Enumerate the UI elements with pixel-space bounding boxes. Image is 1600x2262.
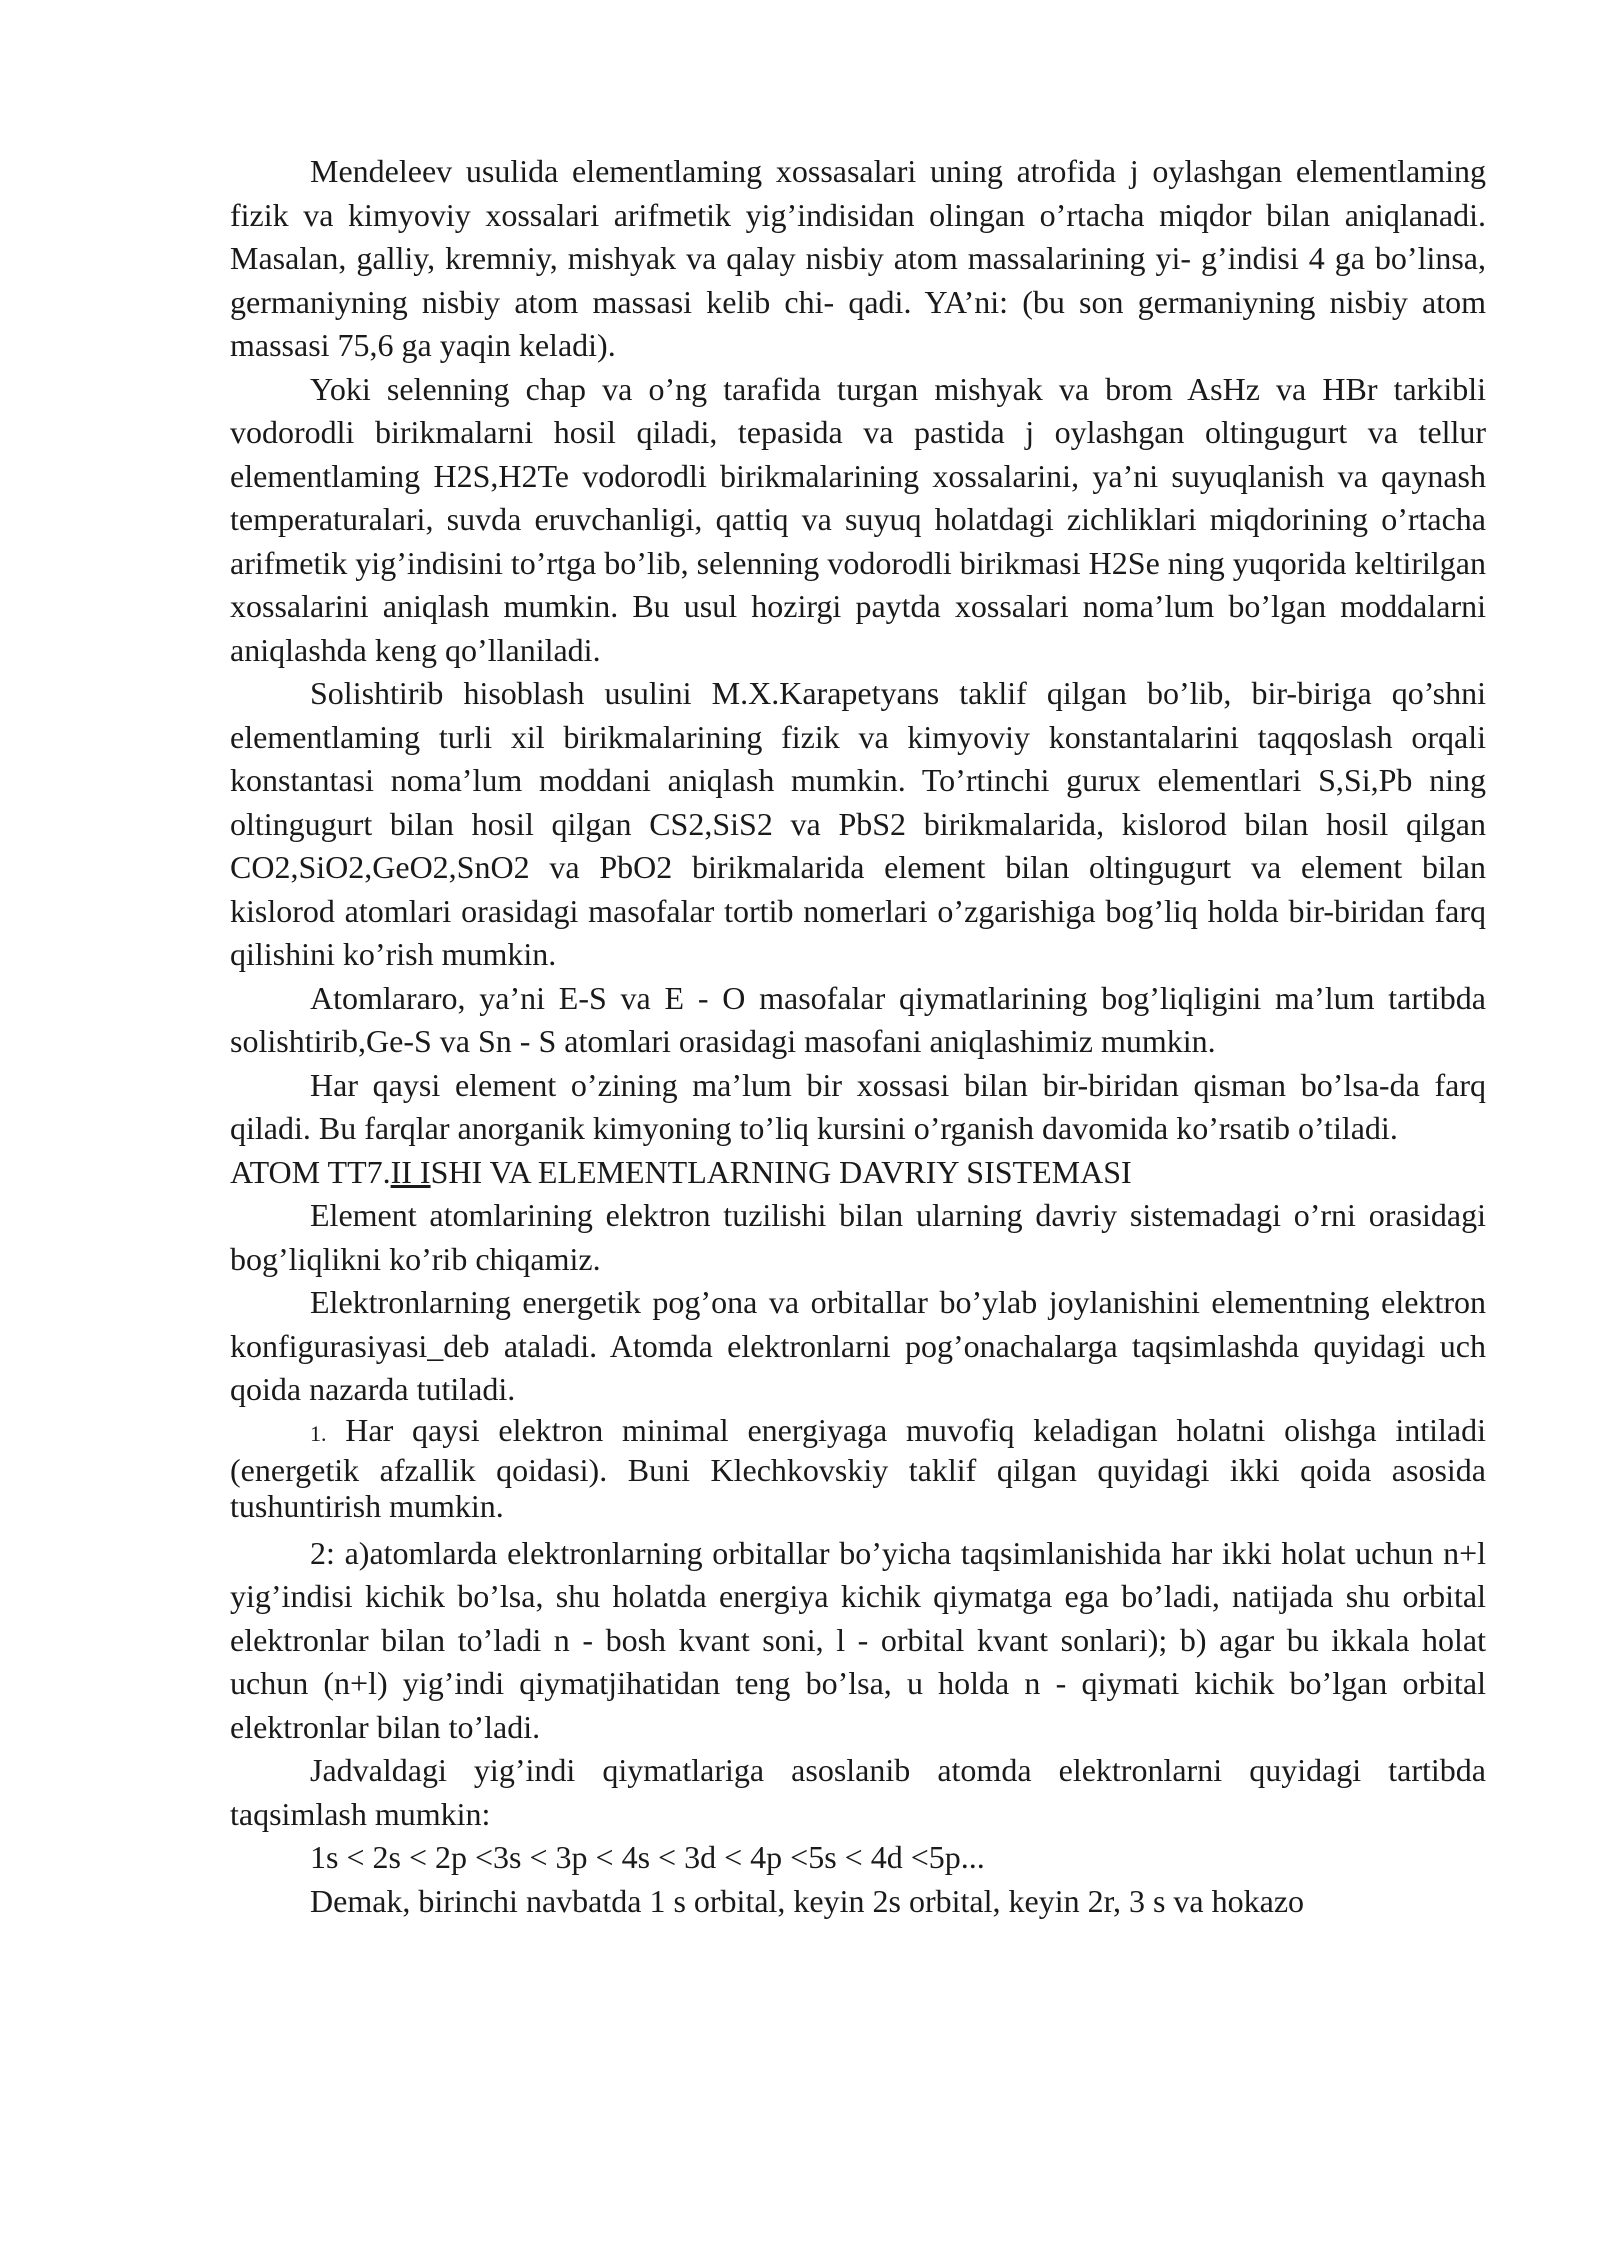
heading-part-a: ATOM TT7. (230, 1153, 391, 1190)
paragraph-comparative-method: Solishtirib hisoblash usulini M.X.Karapetyans taklif qilgan bo’lib, bir-biriga qo’shni elementlaming turli xil birikmalarining fizik va kimyoviy konstantalarini taqqoslash orqali konstantasi noma’lum moddani aniqlash mumkin. To’rtinchi gurux elementlari S,Si,Pb ning oltingugurt bilan hosil qilgan CS2,SiS2 va PbS2 birikmalarida, kislorod bilan hosil qilgan CO2,SiO2,GeO2,SnO2 va PbO2 birikmalarida element bilan oltingugurt va element bilan kislorod atomlari orasidagi masofalar tortib nomerlari o’zgarishiga bog’liq holda bir-biridan farq qilishini ko’rish mumkin. (230, 675, 1486, 972)
paragraph-electron-structure: Element atomlarining elektron tuzilishi bilan ularning davriy sistemadagi o’rni orasidagi bog’liqlikni ko’rib chiqamiz. (230, 1197, 1486, 1277)
paragraph-rule-one (230, 1412, 1486, 1524)
document-page (230, 150, 1486, 1923)
heading-part-b: SHI VA ELEMENTLARNING DAVRIY SISTEMASI (430, 1153, 1132, 1190)
section-heading (230, 1151, 1486, 1195)
rule-one-number: 1. (310, 1420, 327, 1446)
paragraph-conclusion: Demak, birinchi navbatda 1 s orbital, keyin 2s orbital, keyin 2r, 3 s va hokazo (310, 1882, 1305, 1919)
paragraph-mendeleev-method: Mendeleev usulida elementlaming xossasalari uning atrofida j oylashgan elementlaming fizik va kimyoviy xossalari arifmetik yig’indisidan olingan o’rtacha miqdor bilan aniqlanadi. Masalan, galliy, kremniy, mishyak va qalay nisbiy atom massalarining yi- g’indisi 4 ga bo’linsa, germaniyning nisbiy atom massasi kelib chi- qadi. YA’ni: (bu son germaniyning nisbiy atom massasi 75,6 ga yaqin keladi). (230, 153, 1486, 363)
paragraph-element-differences: Har qaysi element o’zining ma’lum bir xossasi bilan bir-biridan qisman bo’lsa-da farq qiladi. Bu farqlar anorganik kimyoning to’liq kursini o’rganish davomida ko’rsatib o’tiladi. (230, 1066, 1486, 1146)
paragraph-table-values: Jadvaldagi yig’indi qiymatlariga asoslanib atomda elektronlarni quyidagi tartibda taqsimlash mumkin: (230, 1752, 1486, 1832)
paragraph-rule-two: 2: a)atomlarda elektronlarning orbitallar bo’yicha taqsimlanishida har ikki holat uchun n+l yig’indisi kichik bo’lsa, shu holatda energiya kichik qiymatga ega bo’ladi, natijada shu orbital elektronlar bilan to’ladi n - bosh kvant soni, l - orbital kvant sonlari); b) agar bu ikkala holat uchun (n+l) yig’indi qiymatjihatidan teng bo’lsa, u holda n - qiymati kichik bo’lgan orbital elektronlar bilan to’ladi. (230, 1534, 1486, 1745)
rule-one-text: Har qaysi elektron minimal energiyaga muvofiq keladigan holatni olishga intiladi (energetik afzallik qoidasi). Buni Klechkovskiy taklif qilgan quyidagi ikki qoida asosida tushuntirish mumkin. (230, 1411, 1486, 1524)
paragraph-selenium-example: Yoki selenning chap va o’ng tarafida turgan mishyak va brom AsHz va HBr tarkibli vodorodli birikmalarni hosil qiladi, tepasida va pastida j oylashgan oltingugurt va tellur elementlaming H2S,H2Te vodorodli birikmalarining xossalarini, ya’ni suyuqlanish va qaynash temperaturalari, suvda eruvchanligi, qattiq va suyuq holatdagi zichliklari miqdorining o’rtacha arifmetik yig’indisini to’rtga bo’lib, selenning vodorodli birikmasi H2Se ning yuqorida keltirilgan xossalarini aniqlash mumkin. Bu usul hozirgi paytda xossalari noma’lum bo’lgan moddalarni aniqlashda keng qo’llaniladi. (230, 370, 1486, 668)
paragraph-electron-configuration: Elektronlarning energetik pog’ona va orbitallar bo’ylab joylanishini elementning elektron konfigurasiyasi_deb ataladi. Atomda elektronlarni pog’onachalarga taqsimlashda quyidagi uch qoida nazarda tutiladi. (230, 1284, 1486, 1407)
heading-part-underlined: II I (390, 1153, 431, 1190)
paragraph-orbital-order: 1s < 2s < 2p <3s < 3p < 4s < 3d < 4p <5s < 4d <5p... (310, 1839, 985, 1875)
paragraph-interatomic-distances: Atomlararo, ya’ni E-S va E - O masofalar qiymatlarining bog’liqligini ma’lum tartibda solishtirib,Ge-S va Sn - S atomlari orasidagi masofani aniqlashimiz mumkin. (230, 979, 1486, 1059)
